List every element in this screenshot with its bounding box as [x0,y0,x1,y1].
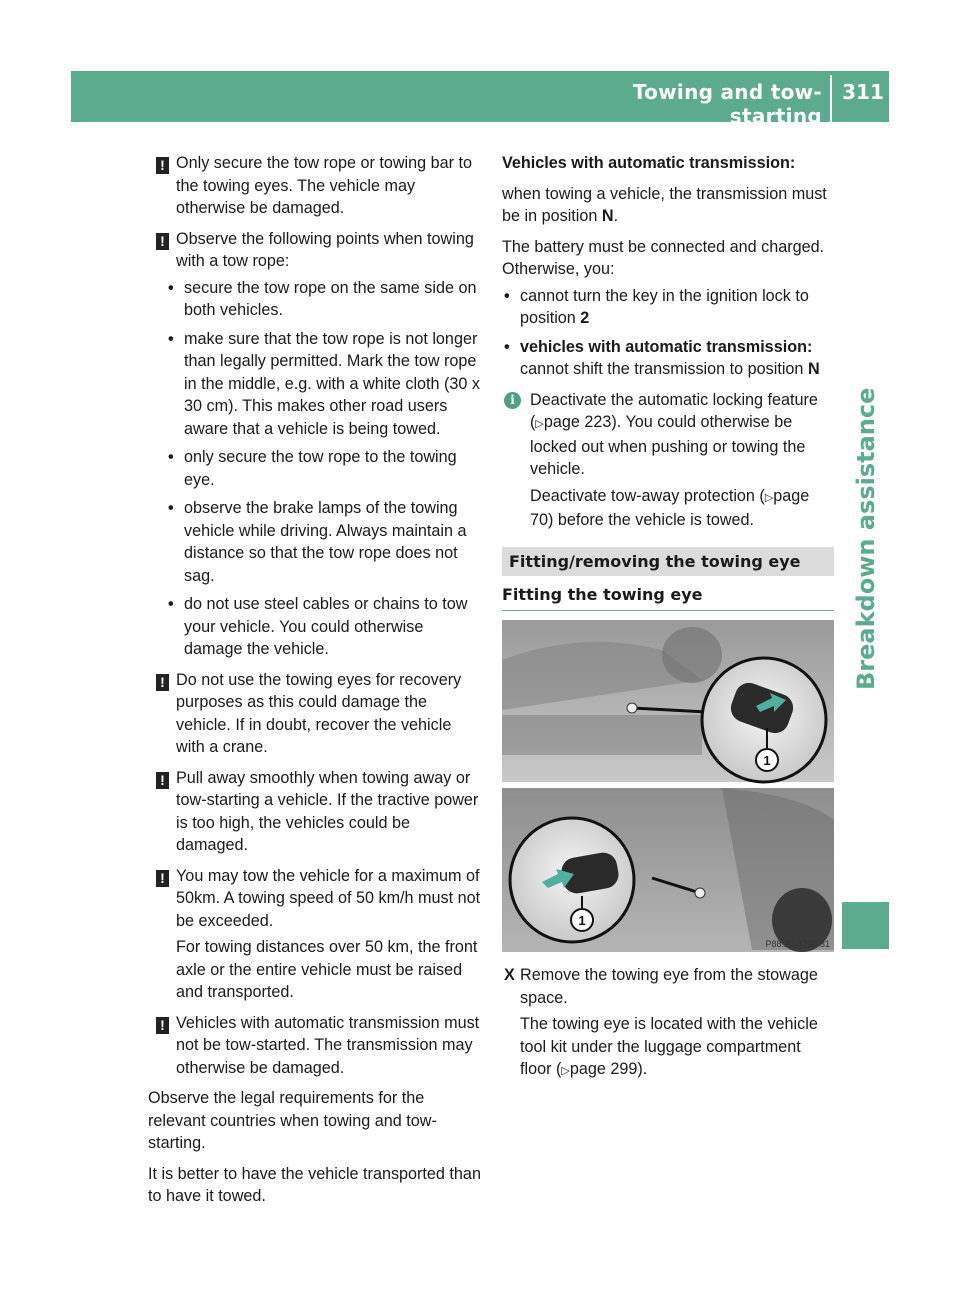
page-ref-link[interactable]: page 223). You could otherwise be locked out when pushing or towing the vehicle. [530,413,806,478]
list-item: • secure the tow rope on the same side on both vehicles. [148,277,481,322]
warning-note: ! Pull away smoothly when towing away or tow-starting a vehicle. If the tractive power is too high, the vehicles could be damaged. [148,767,481,857]
step-marker-icon: X [504,966,515,984]
callout-number: 1 [578,913,586,928]
subheading-divider [502,610,834,611]
warning-icon: ! [156,870,169,887]
step-detail: The towing eye is located with the vehicle tool kit under the luggage compartment floor (▷page 299). [520,1015,818,1078]
page-ref-link[interactable]: page 70) before the vehicle is towed. [530,486,810,529]
section-heading-bar [502,547,834,576]
towing-eye-cover-dot [695,888,705,898]
warning-icon: ! [156,157,169,174]
side-tab-label: Breakdown assistance [852,387,880,690]
list-item: • cannot turn the key in the ignition lock to position 2 [502,285,834,330]
paragraph: It is better to have the vehicle transported than to have it towed. [148,1164,481,1205]
page-ref-icon: ▷ [535,418,544,430]
left-column [148,152,481,1216]
warning-icon: ! [156,674,169,691]
lower-vent-shape [502,715,702,755]
towing-eye-figure [502,620,834,952]
subsection-heading: Vehicles with automatic transmission: [502,154,796,172]
warning-icon: ! [156,233,169,250]
instruction-steps [502,964,834,1083]
paragraph: The battery must be connected and charged. Otherwise, you: [502,237,825,278]
page-ref-icon: ▷ [561,1065,570,1077]
page-number: 311 [842,80,884,104]
warning-icon: ! [156,1017,169,1034]
info-continuation: Deactivate tow-away protection (▷page 70) before the vehicle is towed. [530,486,810,529]
side-tab-marker [842,902,889,949]
list-item: • observe the brake lamps of the towing vehicle while driving. Always maintain a distance so that the tow rope does not sag. [148,497,481,587]
list-item: • do not use steel cables or chains to tow your vehicle. You could otherwise damage the vehicle. [148,593,481,661]
info-icon: i [504,392,521,409]
right-column [502,152,834,540]
warning-note: ! Vehicles with automatic transmission must not be tow-started. The transmission may otherwise be damaged. [148,1012,481,1080]
grille-shape [662,627,722,683]
page-ref-link[interactable]: page 299). [569,1060,648,1078]
warning-note: ! You may tow the vehicle for a maximum of 50km. A towing speed of 50 km/h must not be exceeded. [148,865,481,933]
list-item: • vehicles with automatic transmission: cannot shift the transmission to position N [502,336,834,381]
step-item: X Remove the towing eye from the stowage space. [504,966,818,1007]
bullet-list [148,277,481,661]
figure-code: P88.20-3790-31 [765,939,830,949]
subheading: Fitting the towing eye [502,585,703,604]
header-divider [830,75,832,122]
paragraph: Observe the legal requirements for the relevant countries when towing and tow-starting. [148,1089,437,1152]
info-note: i Deactivate the automatic locking feature (▷page 223). You could otherwise be locked out when pushing or towing the vehicle. [502,389,834,481]
page-title: Towing and tow-starting [632,80,822,128]
warning-note: ! Observe the following points when towing with a tow rope: [148,228,481,273]
callout-number: 1 [763,753,771,768]
warning-note: ! Only secure the tow rope or towing bar to the towing eyes. The vehicle may otherwise be damaged. [148,152,481,220]
list-item: • make sure that the tow rope is not longer than legally permitted. Mark the tow rope in the middle, e.g. with a white cloth (30 x 30 cm). This makes other road users aware that a vehicle is being towed. [148,328,481,441]
list-item: • only secure the tow rope to the towing eye. [148,446,481,491]
warning-note: ! Do not use the towing eyes for recovery purposes as this could damage the vehicle. If in doubt, recover the vehicle with a crane. [148,669,481,759]
towing-eye-cover-dot [627,703,637,713]
section-heading: Fitting/removing the towing eye [509,552,801,571]
warning-icon: ! [156,772,169,789]
bullet-list [502,285,834,381]
page-ref-icon: ▷ [764,491,774,504]
paragraph: when towing a vehicle, the transmission must be in position N. [502,184,827,225]
warning-continuation: For towing distances over 50 km, the front axle or the entire vehicle must be raised and transported. [176,938,478,1001]
